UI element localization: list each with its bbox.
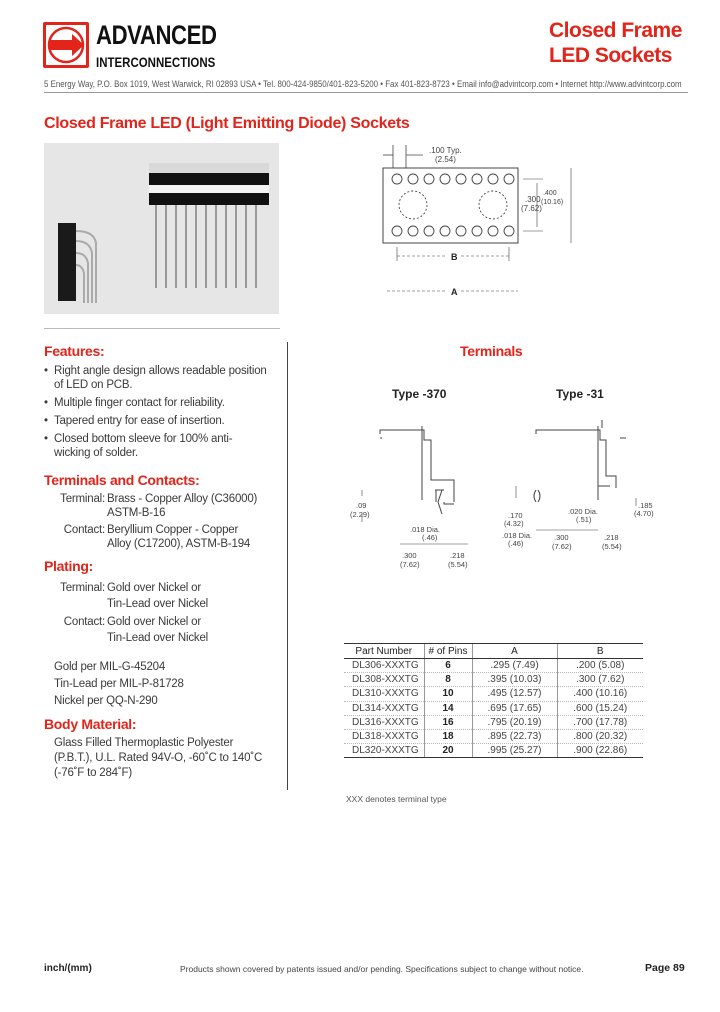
t370-height-mm-label: (2.29) bbox=[350, 510, 370, 519]
t31-width-mm-label: (7.62) bbox=[552, 542, 572, 551]
footer-note: Products shown covered by patents issued and/or pending. Specifications subject to change without notice. bbox=[180, 964, 584, 974]
footer-units: inch/(mm) bbox=[44, 963, 92, 974]
t370-width2-mm-label: (5.54) bbox=[448, 560, 468, 569]
table-row: DL308-XXXTG 8 .395 (10.03) .300 (7.62) bbox=[344, 673, 643, 687]
body-material-text: Glass Filled Thermoplastic Polyester (P.B.T.), U.L. Rated 94V-O, -60˚C to 140˚C (-76˚F to 284˚F) bbox=[54, 737, 263, 779]
t31-dia-label: .020 Dia. bbox=[568, 507, 599, 516]
arrow-icon bbox=[46, 25, 86, 65]
table-row: DL316-XXXTG 16 .795 (20.19) .700 (17.78) bbox=[344, 715, 643, 729]
t370-width-mm-label: (7.62) bbox=[400, 560, 420, 569]
product-photo bbox=[44, 143, 279, 314]
type-31-label: Type -31 bbox=[556, 387, 604, 401]
table-row: DL306-XXXTG 6 .295 (7.49) .200 (5.08) bbox=[344, 659, 643, 673]
divider bbox=[44, 328, 280, 329]
t370-dia-mm-label: (.46) bbox=[422, 533, 438, 542]
t370-width-label: .300 bbox=[402, 551, 417, 560]
feature-item: • Closed bottom sleeve for 100% anti- wicking of solder. bbox=[44, 432, 267, 460]
table-header-row bbox=[344, 644, 643, 659]
plating-contact-label: Contact: bbox=[63, 616, 105, 628]
feature-item: • Tapered entry for ease of insertion. bbox=[44, 414, 267, 428]
t31-height2-label: .185 bbox=[638, 501, 653, 510]
brand-name: ADVANCED bbox=[96, 20, 217, 50]
feature-item: • Multiple finger contact for reliability. bbox=[44, 396, 267, 410]
col-a: A bbox=[472, 644, 557, 659]
t370-width2-label: .218 bbox=[450, 551, 465, 560]
logo-mark bbox=[43, 22, 89, 68]
page-title-line-1: Closed Frame bbox=[549, 19, 682, 42]
terminal-drawing bbox=[340, 410, 660, 580]
table-row: DL314-XXXTG 14 .695 (17.65) .600 (15.24) bbox=[344, 701, 643, 715]
t370-height-label: .09 bbox=[356, 501, 367, 510]
table-row: DL320-XXXTG 20 .995 (25.27) .900 (22.86) bbox=[344, 744, 643, 758]
contact-line: 5 Energy Way, P.O. Box 1019, West Warwick, RI 02893 USA • Tel. 800-424-9850/401-823-5200 • Fax 401-823-8723 • Email info@advintcorp.com • Internet http://www.advintcorp.com bbox=[44, 79, 682, 89]
overall-width-mm-label: (10.16) bbox=[541, 199, 564, 206]
column-divider bbox=[287, 342, 288, 790]
dim-b-label: B bbox=[451, 252, 458, 262]
terminals-heading: Terminals bbox=[460, 343, 523, 359]
t31-dia-mm-label: (.51) bbox=[576, 515, 592, 524]
header-divider bbox=[44, 92, 688, 93]
pitch-mm-label: (2.54) bbox=[435, 155, 456, 164]
t31-width2-mm-label: (5.54) bbox=[602, 542, 622, 551]
terminal-label: Terminal: bbox=[60, 493, 105, 505]
brand-subname: INTERCONNECTIONS bbox=[96, 54, 216, 70]
feature-item: • Right angle design allows readable position of LED on PCB. bbox=[44, 364, 267, 392]
features-heading: Features: bbox=[44, 343, 105, 359]
section-title: Closed Frame LED (Light Emitting Diode) Sockets bbox=[44, 115, 410, 132]
part-number-table bbox=[344, 643, 643, 758]
plating-terminal-label: Terminal: bbox=[60, 582, 105, 594]
features-list bbox=[44, 364, 267, 460]
col-b: B bbox=[557, 644, 643, 659]
dim-a-label: A bbox=[451, 287, 458, 297]
table-note: XXX denotes terminal type bbox=[346, 794, 447, 804]
page-title-line-2: LED Sockets bbox=[549, 44, 672, 67]
row-spacing-label: .300 bbox=[525, 195, 541, 204]
table-row: DL310-XXXTG 10 .495 (12.57) .400 (10.16) bbox=[344, 687, 643, 701]
t31-dia2-mm-label: (.46) bbox=[508, 539, 524, 548]
t31-height-mm-label: (4.32) bbox=[504, 519, 524, 528]
col-part-number: Part Number bbox=[344, 644, 424, 659]
plating-block: Terminal: Gold over Nickel or Tin-Lead over Nickel Contact: Gold over Nickel or Tin-Lead over Nickel bbox=[44, 581, 208, 645]
contact-label: Contact: bbox=[63, 524, 105, 536]
terminals-contacts-block: Terminal: Brass - Copper Alloy (C36000) ASTM-B-16 Contact: Beryllium Copper - Copper Alloy (C17200), ASTM-B-194 bbox=[44, 492, 257, 551]
row-spacing-mm-label: (7.62) bbox=[521, 204, 542, 213]
table-row: DL318-XXXTG 18 .895 (22.73) .800 (20.32) bbox=[344, 729, 643, 743]
t31-width2-label: .218 bbox=[604, 533, 619, 542]
body-material-heading: Body Material: bbox=[44, 716, 137, 732]
t31-dia2-label: .018 Dia. bbox=[502, 531, 533, 540]
pitch-label: .100 Typ. bbox=[429, 146, 462, 155]
plating-specs: Gold per MIL-G-45204 Tin-Lead per MIL-P-81728 Nickel per QQ-N-290 bbox=[54, 661, 184, 707]
type-370-label: Type -370 bbox=[392, 387, 447, 401]
terminals-contacts-heading: Terminals and Contacts: bbox=[44, 472, 200, 488]
top-view-drawing bbox=[383, 143, 564, 303]
t31-height-label: .170 bbox=[508, 511, 523, 520]
overall-width-label: .400 bbox=[543, 190, 557, 197]
plating-heading: Plating: bbox=[44, 558, 93, 574]
t370-dia-label: .018 Dia. bbox=[410, 525, 441, 534]
t31-height2-mm-label: (4.70) bbox=[634, 509, 654, 518]
col-pins: # of Pins bbox=[424, 644, 472, 659]
page-number: Page 89 bbox=[645, 962, 685, 974]
t31-width-label: .300 bbox=[554, 533, 569, 542]
